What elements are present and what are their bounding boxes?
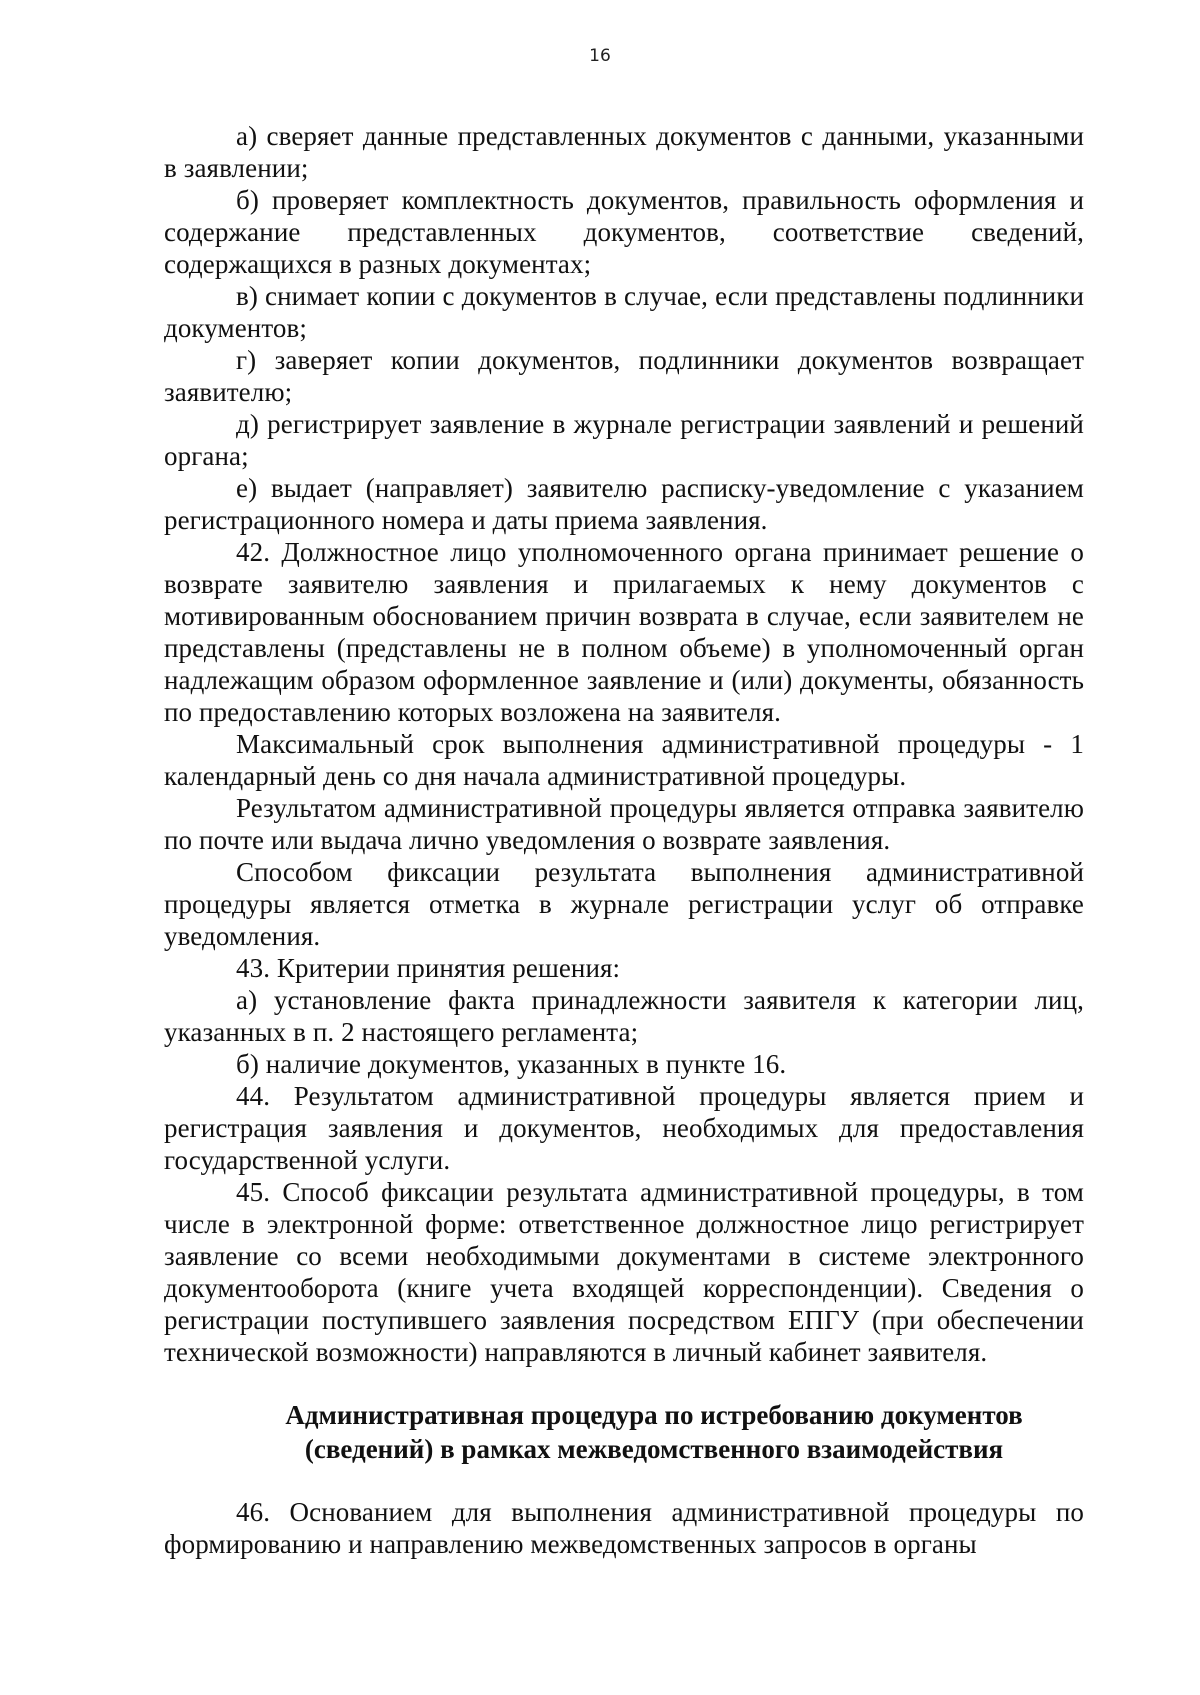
paragraph-46: 46. Основанием для выполнения административной процедуры по формированию и направлению межведомственных запросов в органы <box>164 1497 1084 1559</box>
paragraph-43-b: б) наличие документов, указанных в пункте 16. <box>236 1049 787 1079</box>
spacer <box>164 1466 1084 1496</box>
paragraph-fixation: Способом фиксации результата выполнения административной процедуры является отметка в журнале регистрации услуг об отправке уведомления. <box>164 857 1084 951</box>
section-heading-line2: (сведений) в рамках межведомственного взаимодействия <box>304 1434 1004 1464</box>
paragraph-a-verify: а) сверяет данные представленных документов с данными, указанными в заявлении; <box>164 121 1084 183</box>
section-heading-line1: Административная процедура по истребованию документов <box>285 1400 1023 1430</box>
section-heading <box>164 1398 1084 1466</box>
paragraph-g-certify: г) заверяет копии документов, подлинники документов возвращает заявителю; <box>164 345 1084 407</box>
paragraph-b-check: б) проверяет комплектность документов, правильность оформления и содержание представленных документов, соответствие сведений, содержащихся в разных документах; <box>164 185 1084 279</box>
spacer <box>164 1368 1084 1398</box>
page-number: 16 <box>589 46 611 66</box>
paragraph-v-copies: в) снимает копии с документов в случае, если представлены подлинники документов; <box>164 281 1084 343</box>
paragraph-max-term: Максимальный срок выполнения административной процедуры - 1 календарный день со дня начала административной процедуры. <box>164 729 1084 791</box>
paragraph-45: 45. Способ фиксации результата административной процедуры, в том числе в электронной форме: ответственное должностное лицо регистрирует заявление со всеми необходимыми документами в системе электронного документооборота (книге учета входящей корреспонденции). Сведения о регистрации поступившего заявления посредством ЕПГУ (при обеспечении технической возможности) направляются в личный кабинет заявителя. <box>164 1177 1084 1367</box>
paragraph-e-issue: е) выдает (направляет) заявителю расписку-уведомление с указанием регистрационного номера и даты приема заявления. <box>164 473 1084 535</box>
paragraph-d-register: д) регистрирует заявление в журнале регистрации заявлений и решений органа; <box>164 409 1084 471</box>
paragraph-43: 43. Критерии принятия решения: <box>236 953 621 983</box>
document-body <box>164 120 1084 1560</box>
paragraph-44: 44. Результатом административной процедуры является прием и регистрация заявления и документов, необходимых для предоставления государственной услуги. <box>164 1081 1084 1175</box>
paragraph-result: Результатом административной процедуры является отправка заявителю по почте или выдача лично уведомления о возврате заявления. <box>164 793 1084 855</box>
paragraph-42: 42. Должностное лицо уполномоченного органа принимает решение о возврате заявителю заявления и прилагаемых к нему документов с мотивированным обоснованием причин возврата в случае, если заявителем не представлены (представлены не в полном объеме) в уполномоченный орган надлежащим образом оформленное заявление и (или) документы, обязанность по предоставлению которых возложена на заявителя. <box>164 537 1084 727</box>
paragraph-43-a: а) установление факта принадлежности заявителя к категории лиц, указанных в п. 2 настоящего регламента; <box>164 985 1084 1047</box>
